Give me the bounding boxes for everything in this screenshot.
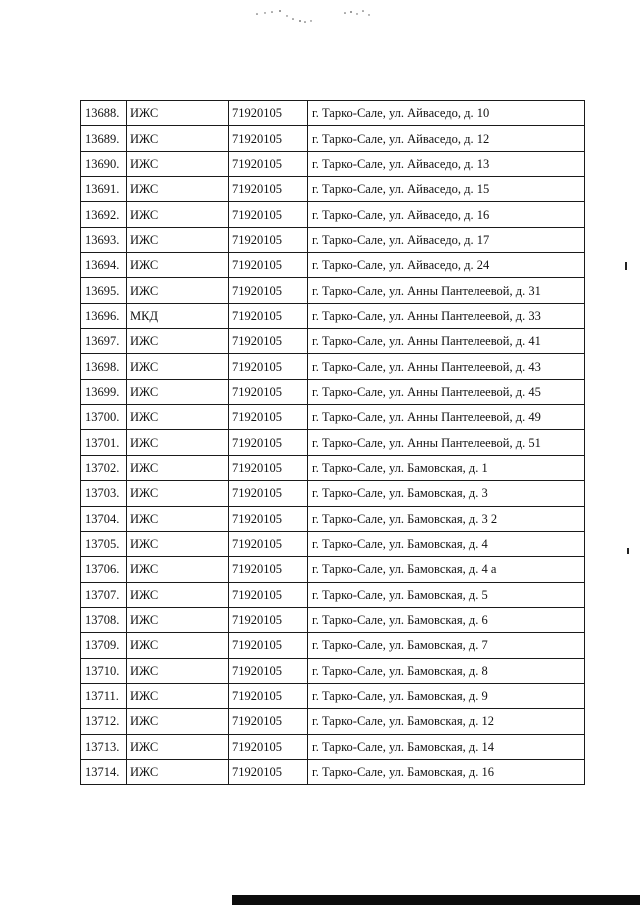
table-row bbox=[81, 329, 585, 354]
address-cell: г. Тарко-Сале, ул. Бамовская, д. 1 bbox=[308, 455, 585, 480]
row-number-cell: 13710. bbox=[81, 658, 127, 683]
table-row bbox=[81, 709, 585, 734]
table-row bbox=[81, 202, 585, 227]
table-row bbox=[81, 481, 585, 506]
oktmo-code-cell: 71920105 bbox=[229, 329, 308, 354]
address-cell: г. Тарко-Сале, ул. Бамовская, д. 6 bbox=[308, 607, 585, 632]
oktmo-code-cell: 71920105 bbox=[229, 531, 308, 556]
building-type-cell: ИЖС bbox=[127, 151, 229, 176]
oktmo-code-cell: 71920105 bbox=[229, 177, 308, 202]
row-number-cell: 13692. bbox=[81, 202, 127, 227]
row-number-cell: 13697. bbox=[81, 329, 127, 354]
row-number-cell: 13695. bbox=[81, 278, 127, 303]
oktmo-code-cell: 71920105 bbox=[229, 354, 308, 379]
oktmo-code-cell: 71920105 bbox=[229, 303, 308, 328]
table-row bbox=[81, 101, 585, 126]
oktmo-code-cell: 71920105 bbox=[229, 151, 308, 176]
scan-artifact bbox=[245, 4, 385, 26]
building-type-cell: ИЖС bbox=[127, 734, 229, 759]
scan-edge-mark bbox=[627, 548, 629, 554]
row-number-cell: 13709. bbox=[81, 633, 127, 658]
building-type-cell: ИЖС bbox=[127, 101, 229, 126]
address-cell: г. Тарко-Сале, ул. Бамовская, д. 4 bbox=[308, 531, 585, 556]
building-type-cell: ИЖС bbox=[127, 658, 229, 683]
row-number-cell: 13712. bbox=[81, 709, 127, 734]
address-cell: г. Тарко-Сале, ул. Айваседо, д. 10 bbox=[308, 101, 585, 126]
oktmo-code-cell: 71920105 bbox=[229, 633, 308, 658]
row-number-cell: 13693. bbox=[81, 227, 127, 252]
oktmo-code-cell: 71920105 bbox=[229, 709, 308, 734]
address-cell: г. Тарко-Сале, ул. Айваседо, д. 12 bbox=[308, 126, 585, 151]
address-cell: г. Тарко-Сале, ул. Бамовская, д. 7 bbox=[308, 633, 585, 658]
building-type-cell: ИЖС bbox=[127, 430, 229, 455]
oktmo-code-cell: 71920105 bbox=[229, 379, 308, 404]
table-row bbox=[81, 455, 585, 480]
table-row bbox=[81, 405, 585, 430]
oktmo-code-cell: 71920105 bbox=[229, 253, 308, 278]
row-number-cell: 13707. bbox=[81, 582, 127, 607]
row-number-cell: 13711. bbox=[81, 683, 127, 708]
address-cell: г. Тарко-Сале, ул. Бамовская, д. 3 bbox=[308, 481, 585, 506]
row-number-cell: 13691. bbox=[81, 177, 127, 202]
building-type-cell: МКД bbox=[127, 303, 229, 328]
building-type-cell: ИЖС bbox=[127, 227, 229, 252]
oktmo-code-cell: 71920105 bbox=[229, 759, 308, 784]
table-row bbox=[81, 379, 585, 404]
row-number-cell: 13688. bbox=[81, 101, 127, 126]
building-type-cell: ИЖС bbox=[127, 557, 229, 582]
address-cell: г. Тарко-Сале, ул. Анны Пантелеевой, д. 41 bbox=[308, 329, 585, 354]
building-type-cell: ИЖС bbox=[127, 278, 229, 303]
row-number-cell: 13704. bbox=[81, 506, 127, 531]
building-type-cell: ИЖС bbox=[127, 759, 229, 784]
address-cell: г. Тарко-Сале, ул. Бамовская, д. 14 bbox=[308, 734, 585, 759]
building-type-cell: ИЖС bbox=[127, 253, 229, 278]
table-row bbox=[81, 430, 585, 455]
table-row bbox=[81, 658, 585, 683]
table-row bbox=[81, 354, 585, 379]
table-row bbox=[81, 177, 585, 202]
oktmo-code-cell: 71920105 bbox=[229, 126, 308, 151]
address-cell: г. Тарко-Сале, ул. Анны Пантелеевой, д. 31 bbox=[308, 278, 585, 303]
building-type-cell: ИЖС bbox=[127, 455, 229, 480]
oktmo-code-cell: 71920105 bbox=[229, 430, 308, 455]
row-number-cell: 13700. bbox=[81, 405, 127, 430]
table-row bbox=[81, 683, 585, 708]
table-row bbox=[81, 633, 585, 658]
row-number-cell: 13702. bbox=[81, 455, 127, 480]
building-type-cell: ИЖС bbox=[127, 633, 229, 658]
table-row bbox=[81, 607, 585, 632]
building-type-cell: ИЖС bbox=[127, 506, 229, 531]
address-cell: г. Тарко-Сале, ул. Анны Пантелеевой, д. 45 bbox=[308, 379, 585, 404]
oktmo-code-cell: 71920105 bbox=[229, 227, 308, 252]
table-row bbox=[81, 278, 585, 303]
address-cell: г. Тарко-Сале, ул. Бамовская, д. 4 а bbox=[308, 557, 585, 582]
table-row bbox=[81, 582, 585, 607]
oktmo-code-cell: 71920105 bbox=[229, 405, 308, 430]
table-row bbox=[81, 151, 585, 176]
row-number-cell: 13696. bbox=[81, 303, 127, 328]
oktmo-code-cell: 71920105 bbox=[229, 658, 308, 683]
address-cell: г. Тарко-Сале, ул. Айваседо, д. 15 bbox=[308, 177, 585, 202]
table-row bbox=[81, 253, 585, 278]
oktmo-code-cell: 71920105 bbox=[229, 481, 308, 506]
building-type-cell: ИЖС bbox=[127, 177, 229, 202]
oktmo-code-cell: 71920105 bbox=[229, 202, 308, 227]
row-number-cell: 13690. bbox=[81, 151, 127, 176]
oktmo-code-cell: 71920105 bbox=[229, 455, 308, 480]
building-type-cell: ИЖС bbox=[127, 683, 229, 708]
row-number-cell: 13705. bbox=[81, 531, 127, 556]
oktmo-code-cell: 71920105 bbox=[229, 582, 308, 607]
oktmo-code-cell: 71920105 bbox=[229, 101, 308, 126]
address-cell: г. Тарко-Сале, ул. Айваседо, д. 13 bbox=[308, 151, 585, 176]
row-number-cell: 13703. bbox=[81, 481, 127, 506]
building-type-cell: ИЖС bbox=[127, 582, 229, 607]
row-number-cell: 13706. bbox=[81, 557, 127, 582]
building-type-cell: ИЖС bbox=[127, 202, 229, 227]
building-type-cell: ИЖС bbox=[127, 379, 229, 404]
table-row bbox=[81, 126, 585, 151]
oktmo-code-cell: 71920105 bbox=[229, 557, 308, 582]
address-cell: г. Тарко-Сале, ул. Айваседо, д. 16 bbox=[308, 202, 585, 227]
oktmo-code-cell: 71920105 bbox=[229, 278, 308, 303]
building-type-cell: ИЖС bbox=[127, 329, 229, 354]
table-row bbox=[81, 557, 585, 582]
row-number-cell: 13689. bbox=[81, 126, 127, 151]
oktmo-code-cell: 71920105 bbox=[229, 734, 308, 759]
table-row bbox=[81, 734, 585, 759]
address-cell: г. Тарко-Сале, ул. Анны Пантелеевой, д. 33 bbox=[308, 303, 585, 328]
building-type-cell: ИЖС bbox=[127, 126, 229, 151]
building-type-cell: ИЖС bbox=[127, 354, 229, 379]
table-row bbox=[81, 531, 585, 556]
building-type-cell: ИЖС bbox=[127, 481, 229, 506]
address-cell: г. Тарко-Сале, ул. Бамовская, д. 12 bbox=[308, 709, 585, 734]
scan-edge-mark bbox=[625, 262, 627, 270]
address-cell: г. Тарко-Сале, ул. Бамовская, д. 5 bbox=[308, 582, 585, 607]
scan-bottom-edge bbox=[232, 895, 640, 905]
building-type-cell: ИЖС bbox=[127, 709, 229, 734]
building-type-cell: ИЖС bbox=[127, 405, 229, 430]
table-row bbox=[81, 227, 585, 252]
address-cell: г. Тарко-Сале, ул. Бамовская, д. 16 bbox=[308, 759, 585, 784]
row-number-cell: 13708. bbox=[81, 607, 127, 632]
address-cell: г. Тарко-Сале, ул. Бамовская, д. 8 bbox=[308, 658, 585, 683]
row-number-cell: 13713. bbox=[81, 734, 127, 759]
row-number-cell: 13701. bbox=[81, 430, 127, 455]
address-cell: г. Тарко-Сале, ул. Айваседо, д. 17 bbox=[308, 227, 585, 252]
address-cell: г. Тарко-Сале, ул. Анны Пантелеевой, д. 51 bbox=[308, 430, 585, 455]
building-type-cell: ИЖС bbox=[127, 531, 229, 556]
address-cell: г. Тарко-Сале, ул. Анны Пантелеевой, д. 49 bbox=[308, 405, 585, 430]
oktmo-code-cell: 71920105 bbox=[229, 607, 308, 632]
address-cell: г. Тарко-Сале, ул. Айваседо, д. 24 bbox=[308, 253, 585, 278]
table-row bbox=[81, 303, 585, 328]
address-cell: г. Тарко-Сале, ул. Бамовская, д. 9 bbox=[308, 683, 585, 708]
row-number-cell: 13694. bbox=[81, 253, 127, 278]
table-row bbox=[81, 759, 585, 784]
building-type-cell: ИЖС bbox=[127, 607, 229, 632]
oktmo-code-cell: 71920105 bbox=[229, 506, 308, 531]
row-number-cell: 13699. bbox=[81, 379, 127, 404]
row-number-cell: 13714. bbox=[81, 759, 127, 784]
address-registry-table bbox=[80, 100, 585, 785]
oktmo-code-cell: 71920105 bbox=[229, 683, 308, 708]
row-number-cell: 13698. bbox=[81, 354, 127, 379]
address-cell: г. Тарко-Сале, ул. Анны Пантелеевой, д. 43 bbox=[308, 354, 585, 379]
table-row bbox=[81, 506, 585, 531]
address-cell: г. Тарко-Сале, ул. Бамовская, д. 3 2 bbox=[308, 506, 585, 531]
